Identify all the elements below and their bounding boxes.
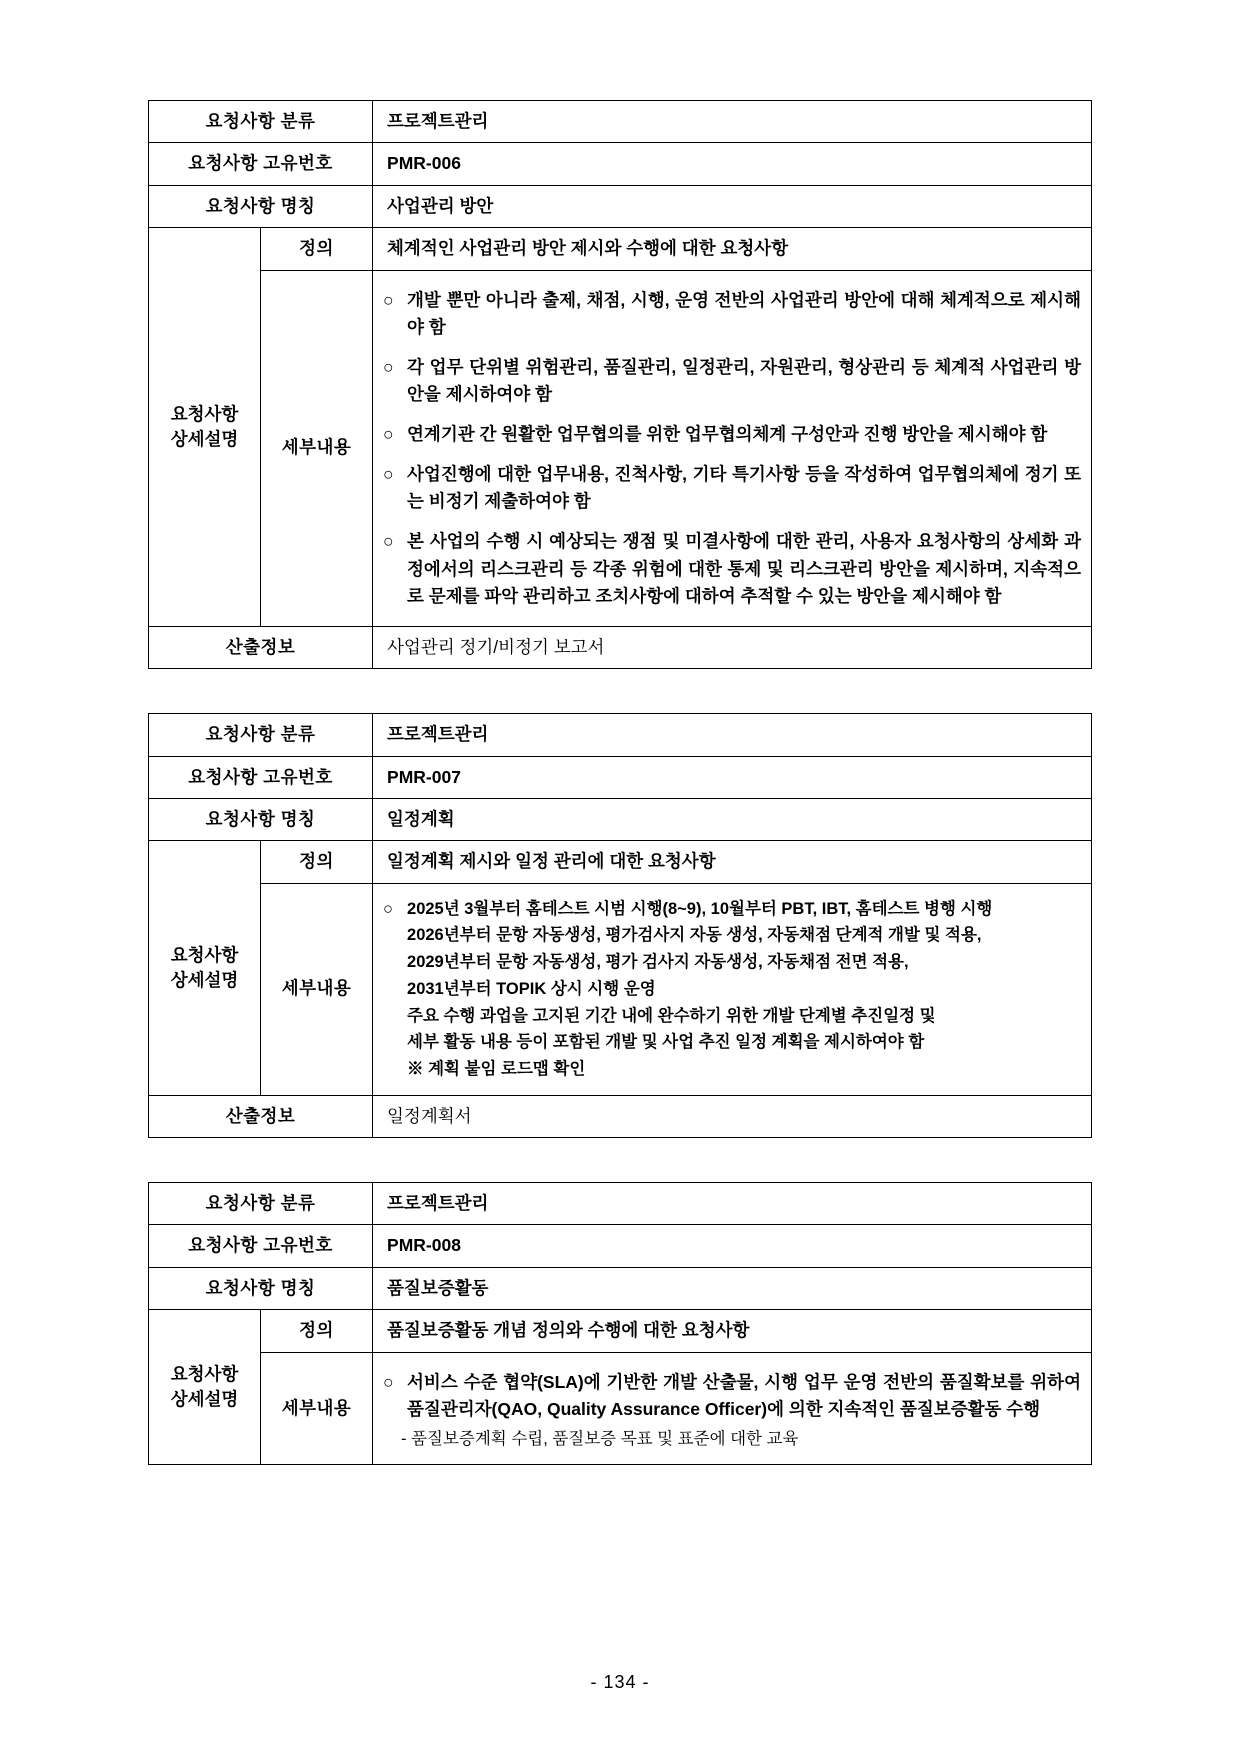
- label-definition: 정의: [261, 228, 373, 270]
- contents-sub-item: - 품질보증계획 수립, 품질보증 목표 및 표준에 대한 교육: [401, 1429, 799, 1448]
- label-definition: 정의: [261, 1310, 373, 1352]
- table-row: [149, 1267, 1092, 1309]
- contents-line: 2026년부터 문항 자동생성, 평가검사지 자동 생성, 자동채점 단계적 개발 및 적용,: [407, 926, 982, 945]
- contents-line: 2029년부터 문항 자동생성, 평가 검사지 자동생성, 자동채점 전면 적용,: [407, 953, 909, 972]
- label-detail-line1: 요청사항: [170, 403, 239, 424]
- value-category: 프로젝트관리: [373, 714, 1092, 756]
- contents-line: 2031년부터 TOPIK 상시 시행 운영: [407, 979, 656, 998]
- requirement-table-pmr-006: [148, 100, 1092, 669]
- value-definition: 품질보증활동 개념 정의와 수행에 대한 요청사항: [373, 1310, 1092, 1352]
- label-detail-line2: 상세설명: [170, 969, 239, 990]
- table-row: [149, 101, 1092, 143]
- list-item: ○ 서비스 수준 협약(SLA)에 기반한 개발 산출물, 시행 업무 운영 전반의 품질확보를 위하여 품질관리자(QAO, Quality Assurance Officer)에 의한 지속적인 품질보증활동 수행: [383, 1369, 1081, 1423]
- contents-bullet-list: [383, 287, 1081, 610]
- table-row: [149, 185, 1092, 227]
- value-output: 일정계획서: [373, 1095, 1092, 1137]
- contents-bullet-block: [383, 896, 1081, 1083]
- table-row: [149, 1352, 1092, 1465]
- value-category: 프로젝트관리: [373, 1183, 1092, 1225]
- value-contents: [373, 883, 1092, 1095]
- list-item: ○ 개발 뿐만 아니라 출제, 채점, 시행, 운영 전반의 사업관리 방안에 대해 체계적으로 제시해야 함: [383, 287, 1081, 341]
- label-detail-line2: 상세설명: [170, 428, 239, 449]
- value-id: PMR-008: [373, 1225, 1092, 1267]
- label-category: 요청사항 분류: [149, 714, 373, 756]
- list-item: ○ 본 사업의 수행 시 예상되는 쟁점 및 미결사항에 대한 관리, 사용자 요청사항의 상세화 과정에서의 리스크관리 등 각종 위험에 대한 통제 및 리스크관리 방안을 제시하며, 지속적으로 문제를 파악 관리하고 조치사항에 대하여 추적할 수 있는 방안을 제시해야 함: [383, 528, 1081, 609]
- label-detail: [149, 1310, 261, 1465]
- label-id: 요청사항 고유번호: [149, 143, 373, 185]
- label-contents: 세부내용: [261, 883, 373, 1095]
- label-name: 요청사항 명칭: [149, 185, 373, 227]
- list-item: ○ 연계기관 간 원활한 업무협의를 위한 업무협의체계 구성안과 진행 방안을 제시해야 함: [383, 421, 1081, 448]
- label-definition: 정의: [261, 841, 373, 883]
- table-row: [149, 1183, 1092, 1225]
- value-name: 일정계획: [373, 798, 1092, 840]
- value-definition: 체계적인 사업관리 방안 제시와 수행에 대한 요청사항: [373, 228, 1092, 270]
- label-contents: 세부내용: [261, 1352, 373, 1465]
- label-detail-line1: 요청사항: [170, 1363, 239, 1384]
- label-detail: [149, 228, 261, 627]
- value-name: 품질보증활동: [373, 1267, 1092, 1309]
- contents-line: 세부 활동 내용 등이 포함된 개발 및 사업 추진 일정 계획을 제시하여야 함: [407, 1033, 925, 1052]
- value-output: 사업관리 정기/비정기 보고서: [373, 626, 1092, 668]
- label-category: 요청사항 분류: [149, 1183, 373, 1225]
- table-row: [149, 1225, 1092, 1267]
- value-name: 사업관리 방안: [373, 185, 1092, 227]
- label-detail: [149, 841, 261, 1095]
- value-contents: [373, 1352, 1092, 1465]
- value-category: 프로젝트관리: [373, 101, 1092, 143]
- requirement-table-pmr-008: [148, 1182, 1092, 1465]
- value-definition: 일정계획 제시와 일정 관리에 대한 요청사항: [373, 841, 1092, 883]
- table-row: [149, 143, 1092, 185]
- page-number: - 134 -: [590, 1672, 650, 1692]
- table-row: [149, 1095, 1092, 1137]
- table-row: [149, 798, 1092, 840]
- table-row: [149, 228, 1092, 270]
- label-detail-line2: 상세설명: [170, 1389, 239, 1410]
- value-contents: [373, 270, 1092, 626]
- label-category: 요청사항 분류: [149, 101, 373, 143]
- table-row: [149, 841, 1092, 883]
- contents-line: ○ 2025년 3월부터 홈테스트 시범 시행(8~9), 10월부터 PBT, IBT, 홈테스트 병행 시행: [407, 899, 993, 918]
- value-id: PMR-007: [373, 756, 1092, 798]
- list-item: ○ 사업진행에 대한 업무내용, 진척사항, 기타 특기사항 등을 작성하여 업무협의체에 정기 또는 비정기 제출하여야 함: [383, 461, 1081, 515]
- label-name: 요청사항 명칭: [149, 798, 373, 840]
- table-row: [149, 756, 1092, 798]
- label-contents: 세부내용: [261, 270, 373, 626]
- contents-bullet-list: [383, 1369, 1081, 1423]
- table-row: [149, 1310, 1092, 1352]
- table-row: [149, 714, 1092, 756]
- table-row: [149, 270, 1092, 626]
- label-detail-line1: 요청사항: [170, 944, 239, 965]
- label-id: 요청사항 고유번호: [149, 756, 373, 798]
- table-row: [149, 626, 1092, 668]
- label-name: 요청사항 명칭: [149, 1267, 373, 1309]
- list-item: ○ 각 업무 단위별 위험관리, 품질관리, 일정관리, 자원관리, 형상관리 등 체계적 사업관리 방안을 제시하여야 함: [383, 354, 1081, 408]
- contents-line: 주요 수행 과업을 고지된 기간 내에 완수하기 위한 개발 단계별 추진일정 및: [407, 1006, 936, 1025]
- contents-line: ※ 계획 붙임 로드맵 확인: [407, 1059, 586, 1078]
- value-id: PMR-006: [373, 143, 1092, 185]
- label-id: 요청사항 고유번호: [149, 1225, 373, 1267]
- label-output: 산출정보: [149, 626, 373, 668]
- requirement-table-pmr-007: [148, 713, 1092, 1138]
- label-output: 산출정보: [149, 1095, 373, 1137]
- table-row: [149, 883, 1092, 1095]
